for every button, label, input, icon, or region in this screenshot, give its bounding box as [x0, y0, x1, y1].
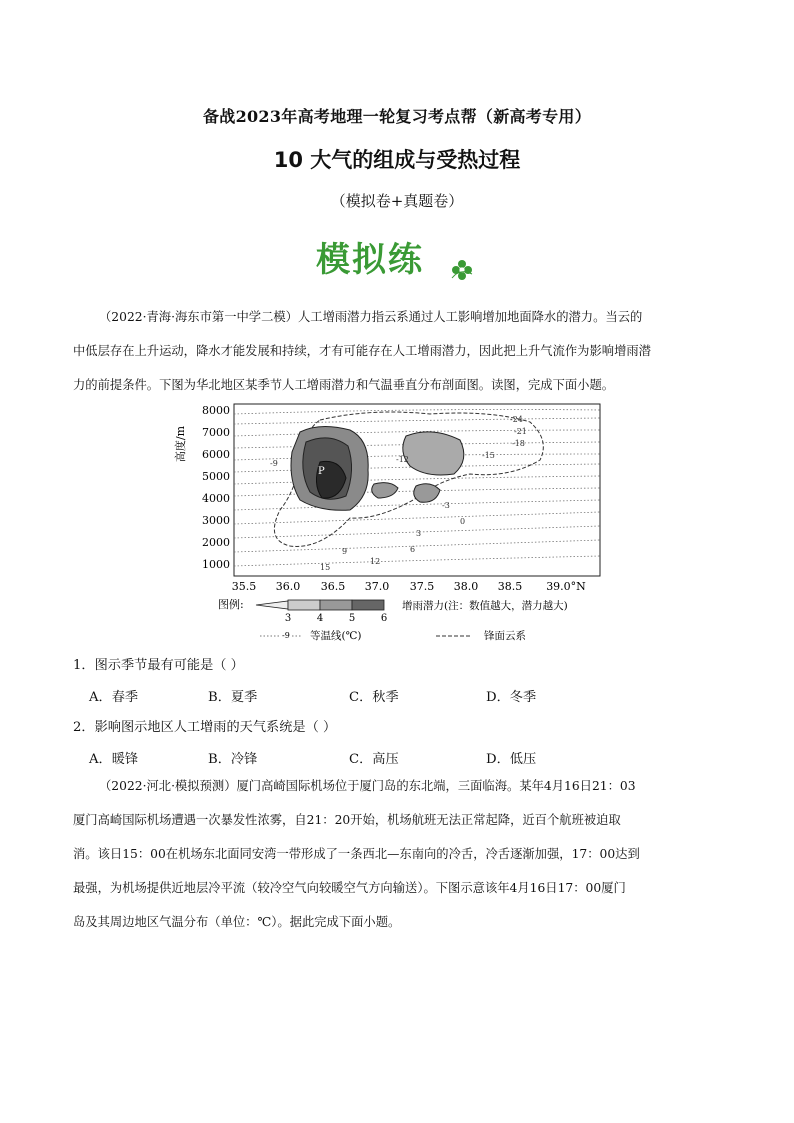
y-axis-label: 高度/m: [174, 425, 187, 463]
isotherm-label: -3: [442, 501, 450, 510]
x-tick: 36.5: [320, 580, 346, 593]
isotherm-label: -9: [270, 459, 278, 468]
isotherm-label: 9: [342, 547, 348, 556]
series-title: 备战2023年高考地理一轮复习考点帮（新高考专用）: [202, 107, 592, 126]
isotherm-label: -18: [512, 439, 525, 448]
isotherm-label: 15: [320, 563, 331, 572]
flower-icon: [450, 258, 474, 282]
question-1-option-d[interactable]: D．冬季: [486, 690, 537, 705]
legend-swatch: [288, 600, 320, 610]
isotherm-label: -12: [396, 455, 409, 464]
question-2-option-d[interactable]: D．低压: [486, 752, 537, 767]
subtitle: （模拟卷+真题卷）: [330, 192, 464, 210]
passage-1: [73, 300, 723, 402]
isotherm-label: 0: [460, 517, 466, 526]
isotherm-label: 12: [370, 557, 381, 566]
passage-2: [73, 769, 723, 939]
legend-scale: 6: [380, 613, 388, 624]
y-tick: 4000: [202, 492, 230, 505]
legend-swatch: [352, 600, 384, 610]
legend-title: 图例:: [218, 598, 244, 611]
x-tick: 38.5: [497, 580, 523, 593]
legend-isotherm: 等温线(℃): [310, 630, 362, 642]
passage-2-line: 消。该日15：00在机场东北面同安湾一带形成了一条西北—东南向的冷舌，冷舌逐渐加强，17：00达到: [73, 847, 640, 861]
passage-1-line: （2022·青海·海东市第一中学二模）人工增雨潜力指云系通过人工影响增加地面降水的潜力。当云的: [99, 310, 643, 324]
legend-scale: 5: [348, 613, 356, 624]
legend-front: 锋面云系: [484, 630, 526, 642]
passage-1-line: 力的前提条件。下图为华北地区某季节人工增雨潜力和气温垂直分布剖面图。读图，完成下面小题。: [73, 378, 615, 392]
x-tick: 39.0°N: [546, 580, 586, 593]
x-tick: 37.5: [409, 580, 435, 593]
x-tick: 38.0: [453, 580, 479, 593]
y-tick: 2000: [202, 536, 230, 549]
y-tick: 8000: [202, 404, 230, 417]
y-tick: 3000: [202, 514, 230, 527]
question-2-option-a[interactable]: A．暖锋: [89, 752, 139, 767]
legend-scale: 4: [316, 613, 324, 624]
y-tick: 7000: [202, 426, 230, 439]
rain-potential-cross-section: [170, 400, 630, 645]
question-1-option-c[interactable]: C．秋季: [349, 690, 399, 705]
legend-swatch: [320, 600, 352, 610]
question-2-stem: 2．影响图示地区人工增雨的天气系统是（ ）: [73, 720, 337, 735]
y-tick: 6000: [202, 448, 230, 461]
chapter-title: 10 大气的组成与受热过程: [273, 148, 521, 172]
point-p-label: P: [318, 466, 325, 477]
section-banner: 模拟练: [316, 240, 424, 280]
legend-potential: 增雨潜力(注：数值越大，潜力越大): [402, 600, 568, 612]
y-tick: 5000: [202, 470, 230, 483]
passage-2-line: 厦门高崎国际机场遭遇一次暴发性浓雾，自21：20开始，机场航班无法正常起降，近百个航班被迫取: [73, 813, 621, 827]
question-1-stem: 1．图示季节最有可能是（ ）: [73, 658, 244, 673]
legend-wedge: [256, 601, 288, 609]
isotherm-label: -15: [482, 451, 495, 460]
legend-scale: 3: [284, 613, 292, 624]
question-1-option-a[interactable]: A．春季: [89, 690, 139, 705]
passage-2-line: （2022·河北·模拟预测）厦门高崎国际机场位于厦门岛的东北端，三面临海。某年4月16日21：03: [99, 779, 636, 793]
isotherm-label: -21: [514, 427, 527, 436]
y-tick: 1000: [202, 558, 230, 571]
legend-isotherm-sample: -9: [282, 631, 290, 640]
x-tick: 37.0: [364, 580, 390, 593]
passage-2-line: 最强，为机场提供近地层冷平流（较冷空气向较暖空气方向输送）。下图示意该年4月16日17：00厦门: [73, 881, 626, 895]
x-tick: 36.0: [275, 580, 301, 593]
isotherm-label: -24: [510, 415, 523, 424]
question-2-option-c[interactable]: C．高压: [349, 752, 399, 767]
question-2-option-b[interactable]: B．冷锋: [208, 752, 258, 767]
passage-1-line: 中低层存在上升运动，降水才能发展和持续，才有可能存在人工增雨潜力，因此把上升气流作为影响增雨潜: [73, 344, 651, 358]
isotherm-label: 3: [416, 529, 422, 538]
x-tick: 35.5: [231, 580, 257, 593]
question-1-option-b[interactable]: B．夏季: [208, 690, 258, 705]
isotherm-label: 6: [410, 545, 416, 554]
passage-2-line: 岛及其周边地区气温分布（单位：℃）。据此完成下面小题。: [73, 915, 401, 929]
